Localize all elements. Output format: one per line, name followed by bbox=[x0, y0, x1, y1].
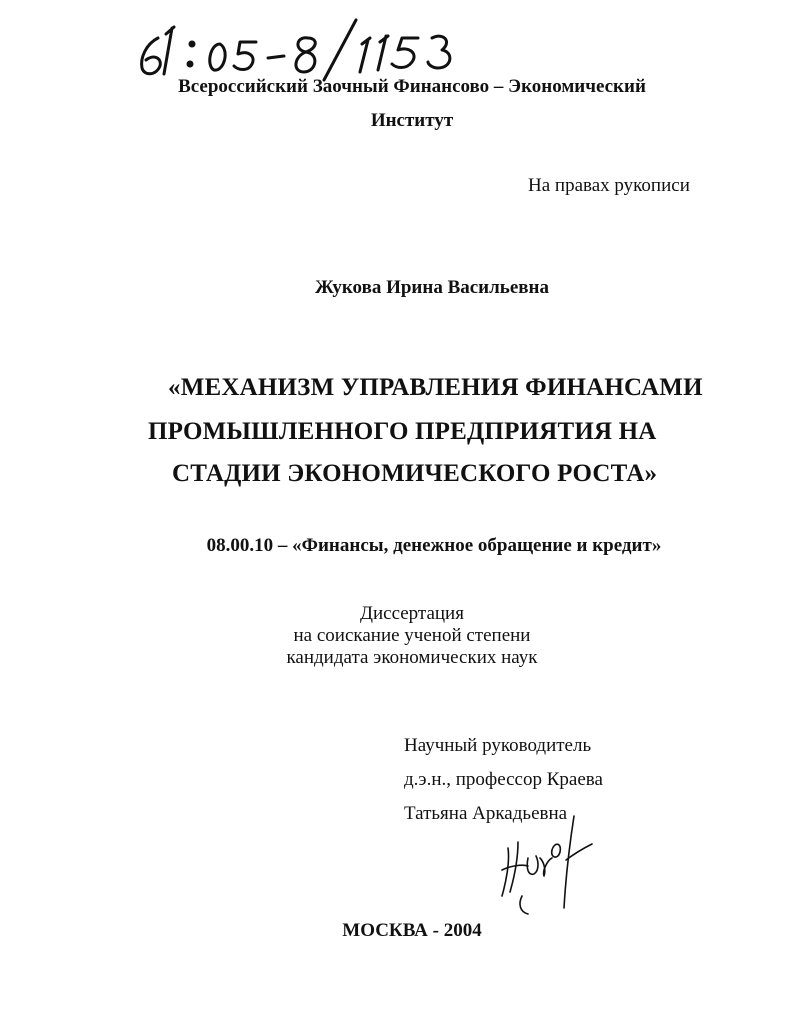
dissertation-title-line1: «МЕХАНИЗМ УПРАВЛЕНИЯ ФИНАНСАМИ bbox=[168, 374, 703, 401]
dissertation-type-line3: кандидата экономических наук bbox=[286, 647, 538, 668]
supervisor-name: Татьяна Аркадьевна bbox=[404, 803, 568, 824]
signature bbox=[488, 812, 598, 922]
rights-note: На правах рукописи bbox=[528, 175, 690, 196]
institute-name-line2: Институт bbox=[370, 110, 454, 131]
specialty-code: 08.00.10 – «Финансы, денежное обращение и кредит» bbox=[206, 535, 662, 556]
institute-name-line1: Всероссийский Заочный Финансово – Экономический bbox=[178, 76, 646, 97]
supervisor-title: д.э.н., профессор Краева bbox=[404, 769, 603, 790]
author-name: Жукова Ирина Васильевна bbox=[315, 277, 549, 298]
dissertation-type-line1: Диссертация bbox=[360, 603, 464, 624]
dissertation-type-line2: на соискание ученой степени bbox=[293, 625, 531, 646]
city-year: МОСКВА - 2004 bbox=[342, 920, 482, 941]
dissertation-title-line2: ПРОМЫШЛЕННОГО ПРЕДПРИЯТИЯ НА bbox=[148, 418, 657, 445]
dissertation-title-line3: СТАДИИ ЭКОНОМИЧЕСКОГО РОСТА» bbox=[172, 460, 658, 487]
handwritten-registration-code bbox=[128, 14, 458, 84]
supervisor-label: Научный руководитель bbox=[404, 735, 592, 756]
